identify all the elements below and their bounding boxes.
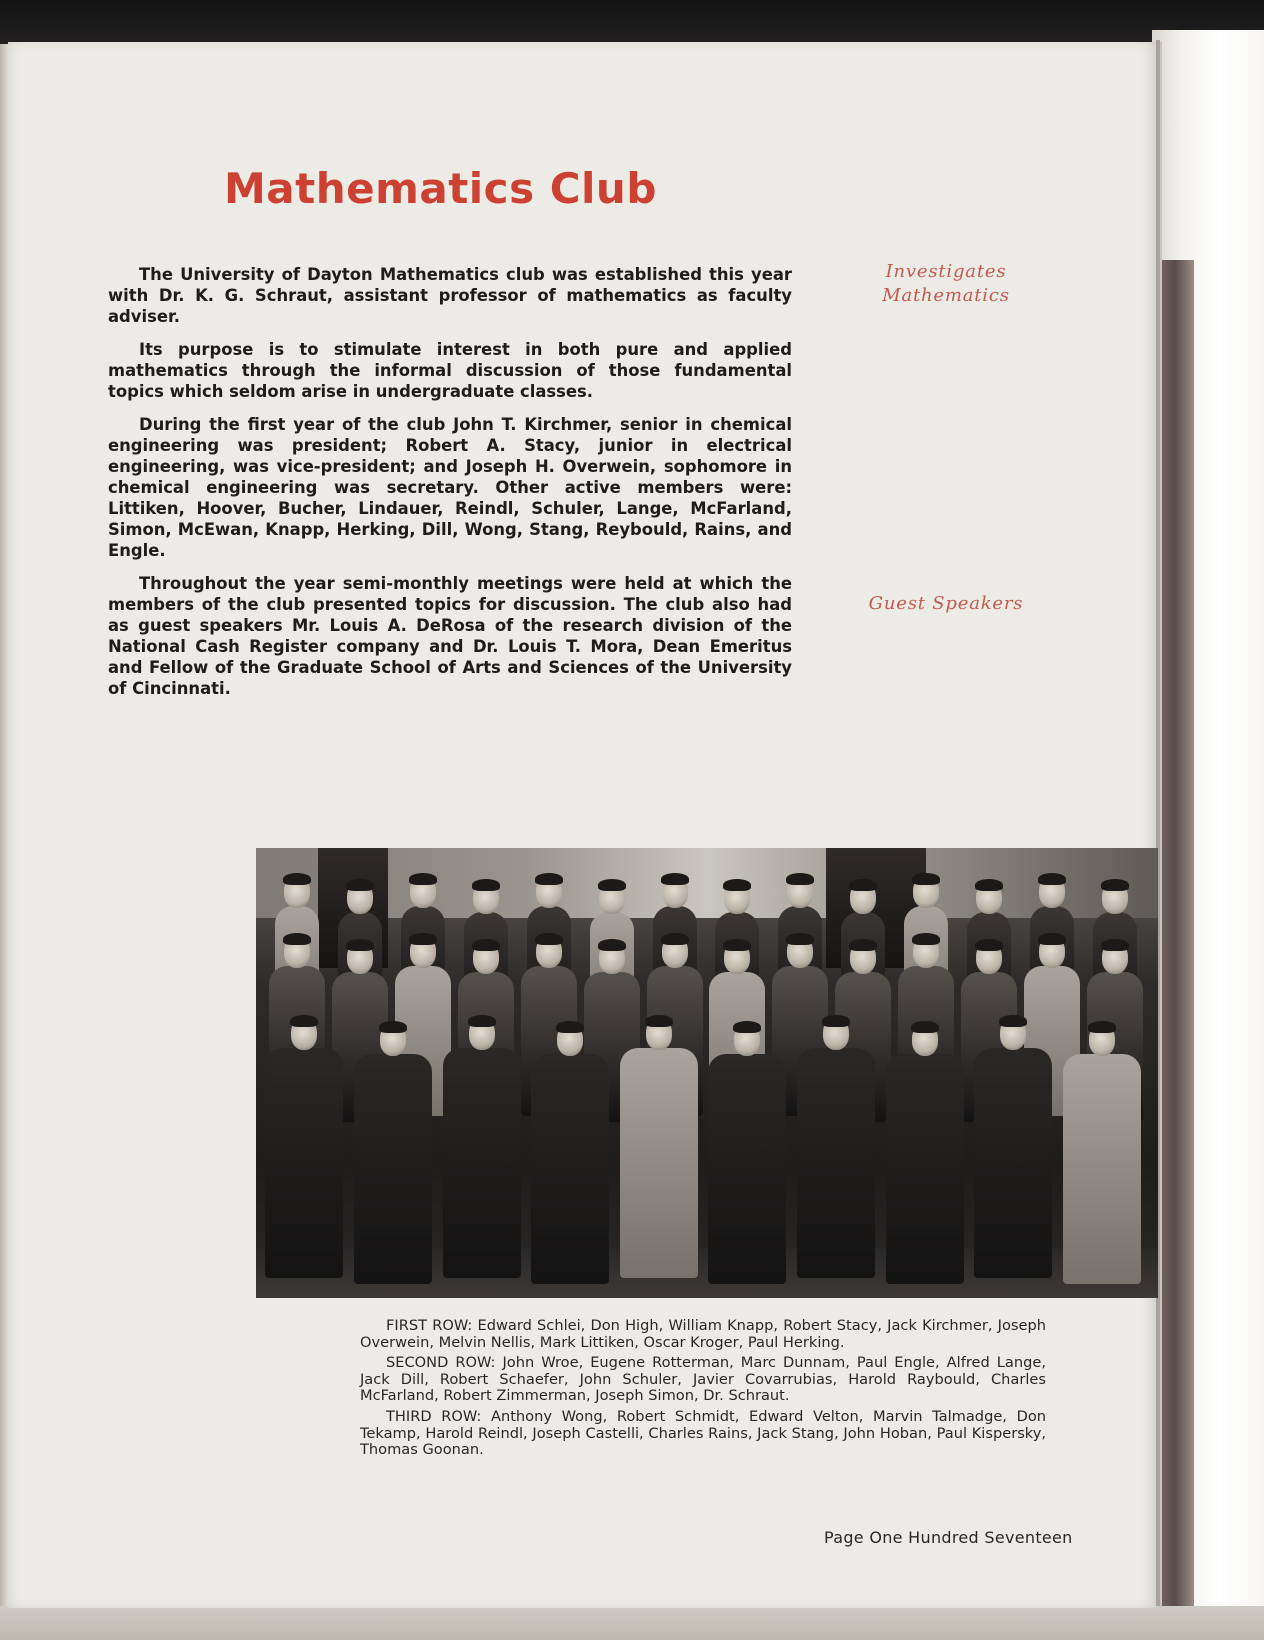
- person-hair: [409, 933, 437, 945]
- person-hair: [535, 933, 563, 945]
- person-hair: [472, 879, 500, 891]
- top-dark-band: [0, 0, 1264, 44]
- person-hair: [472, 939, 500, 951]
- person-hair: [598, 939, 626, 951]
- person-hair: [822, 1015, 850, 1027]
- page-fold-line: [1156, 40, 1160, 1606]
- person-hair: [999, 1015, 1027, 1027]
- caption-first-row: FIRST ROW: Edward Schlei, Don High, William Knapp, Robert Stacy, Jack Kirchmer, Joseph Overwein, Melvin Nellis, Mark Littiken, Oscar Kroger, Paul Herking.: [360, 1317, 1046, 1351]
- person-hair: [911, 1021, 939, 1033]
- person-hair: [346, 939, 374, 951]
- person-hair: [723, 939, 751, 951]
- paragraph-4: Throughout the year semi-monthly meetings were held at which the members of the club presented topics for discussion. The club also had as guest speakers Mr. Louis A. DeRosa of the research division of the National Cash Register company and Dr. Louis T. Mora, Dean Emeritus and Fellow of the Graduate School of Arts and Sciences of the University of Cincinnati.: [108, 574, 792, 698]
- person-hair: [975, 879, 1003, 891]
- photo-caption: [360, 1318, 1046, 1463]
- paragraph-2: Its purpose is to stimulate interest in both pure and applied mathematics through the informal discussion of those fundamental topics which seldom arise in undergraduate classes.: [108, 340, 792, 401]
- person-hair: [1101, 939, 1129, 951]
- person-hair: [283, 873, 311, 885]
- person-body: [1063, 1054, 1141, 1284]
- person-body: [265, 1048, 343, 1278]
- person-hair: [975, 939, 1003, 951]
- person-hair: [661, 933, 689, 945]
- person-hair: [535, 873, 563, 885]
- article-body: [108, 264, 792, 711]
- person-hair: [786, 873, 814, 885]
- person-body: [620, 1048, 698, 1278]
- person-hair: [645, 1015, 673, 1027]
- bottom-page-edge: [0, 1606, 1264, 1640]
- person-hair: [598, 879, 626, 891]
- person-body: [531, 1054, 609, 1284]
- person-body: [708, 1054, 786, 1284]
- person-hair: [661, 873, 689, 885]
- group-photo: [256, 848, 1158, 1298]
- person-hair: [1038, 933, 1066, 945]
- photo-background-wall: [256, 848, 1158, 918]
- person-hair: [1088, 1021, 1116, 1033]
- person-hair: [1038, 873, 1066, 885]
- person-hair: [379, 1021, 407, 1033]
- person-hair: [409, 873, 437, 885]
- person-hair: [283, 933, 311, 945]
- person-hair: [849, 879, 877, 891]
- person-hair: [733, 1021, 761, 1033]
- paragraph-1: The University of Dayton Mathematics club was established this year with Dr. K. G. Schraut, assistant professor of mathematics as faculty adviser.: [108, 265, 792, 326]
- person-body: [886, 1054, 964, 1284]
- person-hair: [912, 873, 940, 885]
- person-hair: [786, 933, 814, 945]
- person-hair: [290, 1015, 318, 1027]
- person-hair: [1101, 879, 1129, 891]
- person-hair: [849, 939, 877, 951]
- person-body: [443, 1048, 521, 1278]
- person-hair: [912, 933, 940, 945]
- paragraph-3: During the first year of the club John T. Kirchmer, senior in chemical engineering was president; Robert A. Stacy, junior in electrical engineering, was vice-president; and Joseph H. Overwein, sophomore in chemical engineering was secretary. Other active members were: Littiken, Hoover, Bucher, Lindauer, Reindl, Schuler, Lange, McFarland, Simon, McEwan, Knapp, Herking, Dill, Wong, Stang, Reybould, Rains, and Engle.: [108, 415, 792, 560]
- person-hair: [556, 1021, 584, 1033]
- caption-second-row: SECOND ROW: John Wroe, Eugene Rotterman, Marc Dunnam, Paul Engle, Alfred Lange, Jack Dill, Robert Schaefer, John Schuler, Javier Covarrubias, Harold Raybould, Charles McFarland, Robert Zimmerman, Joseph Simon, Dr. Schraut.: [360, 1354, 1046, 1405]
- side-note-guest-speakers: Guest Speakers: [868, 593, 1024, 614]
- person-hair: [468, 1015, 496, 1027]
- caption-third-row: THIRD ROW: Anthony Wong, Robert Schmidt, Edward Velton, Marvin Talmadge, Don Tekamp, Harold Reindl, Joseph Castelli, Charles Rains, Jack Stang, John Hoban, Paul Kispersky, Thomas Goonan.: [360, 1407, 1046, 1459]
- person-body: [797, 1048, 875, 1278]
- person-body: [974, 1048, 1052, 1278]
- side-note-investigates: Investigates Mathematics: [882, 261, 1010, 306]
- page-number: Page One Hundred Seventeen: [824, 1528, 1073, 1547]
- person-hair: [346, 879, 374, 891]
- page-title: Mathematics Club: [224, 164, 657, 213]
- person-body: [354, 1054, 432, 1284]
- person-hair: [723, 879, 751, 891]
